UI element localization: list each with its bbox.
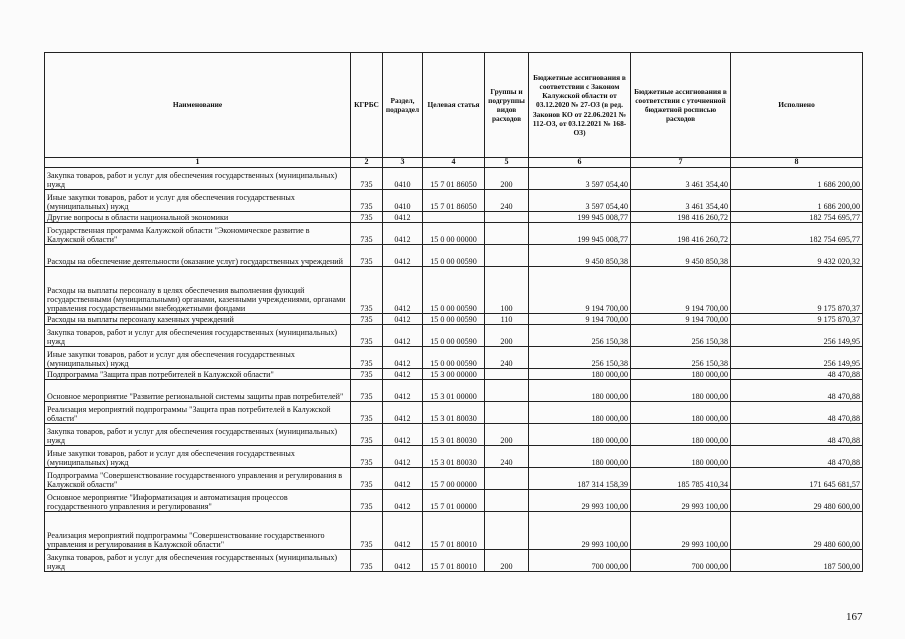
row-target: 15 3 01 00000: [423, 380, 485, 402]
row-group: [485, 468, 529, 490]
row-name: Основное мероприятие "Развитие региональной системы защиты прав потребителей": [45, 380, 351, 402]
row-kgrbs: 735: [351, 245, 383, 267]
row-kgrbs: 735: [351, 168, 383, 190]
row-law-amount: 180 000,00: [529, 424, 631, 446]
header-groups: Группы и подгруппы видов расходов: [485, 53, 529, 158]
row-group: [485, 490, 529, 512]
row-kgrbs: 735: [351, 223, 383, 245]
row-law-amount: 180 000,00: [529, 380, 631, 402]
row-executed-amount: 256 149,95: [731, 325, 863, 347]
row-refined-amount: 180 000,00: [631, 424, 731, 446]
row-law-amount: 29 993 100,00: [529, 490, 631, 512]
table-row: [45, 446, 863, 468]
table-row: [45, 424, 863, 446]
row-group: 200: [485, 424, 529, 446]
row-refined-amount: 3 461 354,40: [631, 168, 731, 190]
table-row: [45, 512, 863, 550]
row-refined-amount: 256 150,38: [631, 325, 731, 347]
row-section: 0412: [383, 314, 423, 325]
row-executed-amount: 1 686 200,00: [731, 168, 863, 190]
row-executed-amount: 187 500,00: [731, 550, 863, 572]
row-name: Подпрограмма "Защита прав потребителей в Калужской области": [45, 369, 351, 380]
header-law-appropriations: Бюджетные ассигнования в соответствии с Законом Калужской области от 03.12.2020 № 27-ОЗ (в ред. Законов КО от 22.06.2021 № 112-ОЗ, от 03.12.2021 № 168-ОЗ): [529, 53, 631, 158]
row-group: 110: [485, 314, 529, 325]
row-kgrbs: 735: [351, 446, 383, 468]
row-kgrbs: 735: [351, 369, 383, 380]
row-section: 0412: [383, 245, 423, 267]
row-target: 15 3 01 80030: [423, 446, 485, 468]
row-target: 15 3 01 80030: [423, 402, 485, 424]
table-row: [45, 190, 863, 212]
row-name: Закупка товаров, работ и услуг для обеспечения государственных (муниципальных) нужд: [45, 550, 351, 572]
row-group: [485, 380, 529, 402]
row-kgrbs: 735: [351, 402, 383, 424]
col-number: 4: [423, 158, 485, 168]
row-target: 15 7 01 80010: [423, 512, 485, 550]
row-target: 15 0 00 00590: [423, 347, 485, 369]
row-executed-amount: 48 470,88: [731, 402, 863, 424]
row-section: 0412: [383, 490, 423, 512]
row-group: 240: [485, 446, 529, 468]
row-law-amount: 29 993 100,00: [529, 512, 631, 550]
row-group: 200: [485, 325, 529, 347]
row-law-amount: 180 000,00: [529, 446, 631, 468]
row-name: Подпрограмма "Совершенствование государственного управления и регулирования в Калужской области": [45, 468, 351, 490]
row-group: [485, 245, 529, 267]
row-executed-amount: 171 645 681,57: [731, 468, 863, 490]
header-kgrbs: КГРБС: [351, 53, 383, 158]
row-executed-amount: 1 686 200,00: [731, 190, 863, 212]
col-number: 7: [631, 158, 731, 168]
row-kgrbs: 735: [351, 490, 383, 512]
budget-table: [44, 52, 863, 572]
row-law-amount: 9 450 850,38: [529, 245, 631, 267]
row-executed-amount: 256 149,95: [731, 347, 863, 369]
header-name: Наименование: [45, 53, 351, 158]
row-kgrbs: 735: [351, 267, 383, 314]
row-section: 0412: [383, 325, 423, 347]
column-numbers-row: [45, 158, 863, 168]
row-section: 0412: [383, 550, 423, 572]
row-refined-amount: 180 000,00: [631, 369, 731, 380]
row-target: 15 0 00 00590: [423, 245, 485, 267]
row-refined-amount: 180 000,00: [631, 446, 731, 468]
table-row: [45, 369, 863, 380]
row-law-amount: 256 150,38: [529, 347, 631, 369]
row-law-amount: 199 945 008,77: [529, 223, 631, 245]
row-law-amount: 9 194 700,00: [529, 314, 631, 325]
row-kgrbs: 735: [351, 424, 383, 446]
row-law-amount: 700 000,00: [529, 550, 631, 572]
row-name: Закупка товаров, работ и услуг для обеспечения государственных (муниципальных) нужд: [45, 325, 351, 347]
row-kgrbs: 735: [351, 550, 383, 572]
row-executed-amount: 48 470,88: [731, 380, 863, 402]
table-row: [45, 490, 863, 512]
table-row: [45, 267, 863, 314]
col-number: 1: [45, 158, 351, 168]
row-name: Расходы на обеспечение деятельности (оказание услуг) государственных учреждений: [45, 245, 351, 267]
row-kgrbs: 735: [351, 347, 383, 369]
row-refined-amount: 9 450 850,38: [631, 245, 731, 267]
row-executed-amount: 9 432 020,32: [731, 245, 863, 267]
table-row: [45, 325, 863, 347]
row-section: 0412: [383, 512, 423, 550]
row-section: 0412: [383, 380, 423, 402]
table-row: [45, 245, 863, 267]
row-group: [485, 402, 529, 424]
table-row: [45, 223, 863, 245]
row-executed-amount: 48 470,88: [731, 424, 863, 446]
row-group: 240: [485, 190, 529, 212]
page-number: 167: [846, 611, 863, 623]
table-row: [45, 168, 863, 190]
row-executed-amount: 29 480 600,00: [731, 490, 863, 512]
row-executed-amount: 9 175 870,37: [731, 314, 863, 325]
row-target: [423, 212, 485, 223]
row-kgrbs: 735: [351, 380, 383, 402]
row-name: Расходы на выплаты персоналу в целях обеспечения выполнения функций государственными (муниципальными) органами, казенными учреждениями, органами управления государственными внебюджетными фондами: [45, 267, 351, 314]
row-kgrbs: 735: [351, 212, 383, 223]
col-number: 6: [529, 158, 631, 168]
row-law-amount: 3 597 054,40: [529, 168, 631, 190]
row-law-amount: 3 597 054,40: [529, 190, 631, 212]
row-executed-amount: 182 754 695,77: [731, 212, 863, 223]
row-group: [485, 369, 529, 380]
table-row: [45, 402, 863, 424]
row-executed-amount: 9 175 870,37: [731, 267, 863, 314]
header-target: Целевая статья: [423, 53, 485, 158]
header-executed: Исполнено: [731, 53, 863, 158]
row-target: 15 0 00 00590: [423, 325, 485, 347]
row-group: 240: [485, 347, 529, 369]
table-row: [45, 314, 863, 325]
row-refined-amount: 9 194 700,00: [631, 267, 731, 314]
row-executed-amount: 29 480 600,00: [731, 512, 863, 550]
row-target: 15 0 00 00590: [423, 267, 485, 314]
row-name: Закупка товаров, работ и услуг для обеспечения государственных (муниципальных) нужд: [45, 168, 351, 190]
table-row: [45, 212, 863, 223]
row-name: Иные закупки товаров, работ и услуг для обеспечения государственных (муниципальных) нужд: [45, 347, 351, 369]
row-name: Иные закупки товаров, работ и услуг для обеспечения государственных (муниципальных) нужд: [45, 190, 351, 212]
row-name: Расходы на выплаты персоналу казенных учреждений: [45, 314, 351, 325]
row-name: Закупка товаров, работ и услуг для обеспечения государственных (муниципальных) нужд: [45, 424, 351, 446]
header-row: [45, 53, 863, 158]
table-row: [45, 380, 863, 402]
row-name: Реализация мероприятий подпрограммы "Защита прав потребителей в Калужской области": [45, 402, 351, 424]
row-target: 15 0 00 00000: [423, 223, 485, 245]
row-target: 15 7 01 86050: [423, 190, 485, 212]
row-name: Другие вопросы в области национальной экономики: [45, 212, 351, 223]
row-refined-amount: 9 194 700,00: [631, 314, 731, 325]
row-refined-amount: 180 000,00: [631, 402, 731, 424]
row-executed-amount: 48 470,88: [731, 369, 863, 380]
row-target: 15 0 00 00590: [423, 314, 485, 325]
row-law-amount: 256 150,38: [529, 325, 631, 347]
row-law-amount: 199 945 008,77: [529, 212, 631, 223]
row-executed-amount: 48 470,88: [731, 446, 863, 468]
table-row: [45, 550, 863, 572]
row-group: 200: [485, 550, 529, 572]
row-kgrbs: 735: [351, 190, 383, 212]
col-number: 8: [731, 158, 863, 168]
row-refined-amount: 198 416 260,72: [631, 212, 731, 223]
row-target: 15 3 00 00000: [423, 369, 485, 380]
row-group: [485, 212, 529, 223]
row-kgrbs: 735: [351, 325, 383, 347]
row-section: 0410: [383, 190, 423, 212]
row-section: 0410: [383, 168, 423, 190]
row-name: Основное мероприятие "Информатизация и автоматизация процессов государственного управления и регулирования": [45, 490, 351, 512]
row-law-amount: 187 314 158,39: [529, 468, 631, 490]
row-name: Иные закупки товаров, работ и услуг для обеспечения государственных (муниципальных) нужд: [45, 446, 351, 468]
row-group: 200: [485, 168, 529, 190]
row-law-amount: 180 000,00: [529, 369, 631, 380]
row-target: 15 7 00 00000: [423, 468, 485, 490]
row-kgrbs: 735: [351, 512, 383, 550]
row-target: 15 7 01 86050: [423, 168, 485, 190]
row-refined-amount: 29 993 100,00: [631, 490, 731, 512]
row-target: 15 7 01 00000: [423, 490, 485, 512]
row-kgrbs: 735: [351, 468, 383, 490]
row-section: 0412: [383, 468, 423, 490]
row-kgrbs: 735: [351, 314, 383, 325]
col-number: 3: [383, 158, 423, 168]
row-group: [485, 223, 529, 245]
row-group: [485, 512, 529, 550]
row-executed-amount: 182 754 695,77: [731, 223, 863, 245]
row-section: 0412: [383, 424, 423, 446]
row-group: 100: [485, 267, 529, 314]
row-section: 0412: [383, 369, 423, 380]
row-target: 15 3 01 80030: [423, 424, 485, 446]
row-refined-amount: 180 000,00: [631, 380, 731, 402]
table-row: [45, 468, 863, 490]
row-law-amount: 9 194 700,00: [529, 267, 631, 314]
row-target: 15 7 01 80010: [423, 550, 485, 572]
row-section: 0412: [383, 212, 423, 223]
table-row: [45, 347, 863, 369]
row-refined-amount: 29 993 100,00: [631, 512, 731, 550]
col-number: 2: [351, 158, 383, 168]
header-section: Раздел, подраздел: [383, 53, 423, 158]
row-name: Реализация мероприятий подпрограммы "Совершенствование государственного управления и регулирования в Калужской области": [45, 512, 351, 550]
row-refined-amount: 700 000,00: [631, 550, 731, 572]
header-refined-appropriations: Бюджетные ассигнования в соответствии с уточненной бюджетной росписью расходов: [631, 53, 731, 158]
row-section: 0412: [383, 267, 423, 314]
row-law-amount: 180 000,00: [529, 402, 631, 424]
row-section: 0412: [383, 446, 423, 468]
col-number: 5: [485, 158, 529, 168]
row-name: Государственная программа Калужской области "Экономическое развитие в Калужской области": [45, 223, 351, 245]
row-refined-amount: 256 150,38: [631, 347, 731, 369]
row-section: 0412: [383, 223, 423, 245]
row-refined-amount: 3 461 354,40: [631, 190, 731, 212]
row-section: 0412: [383, 402, 423, 424]
row-refined-amount: 198 416 260,72: [631, 223, 731, 245]
row-section: 0412: [383, 347, 423, 369]
row-refined-amount: 185 785 410,34: [631, 468, 731, 490]
